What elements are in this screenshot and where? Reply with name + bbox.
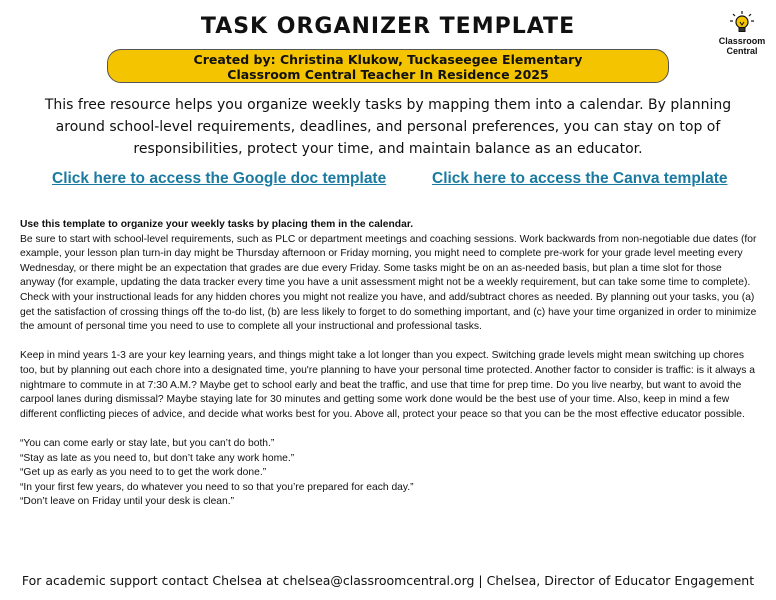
google-doc-template-link[interactable]: Click here to access the Google doc template — [52, 170, 387, 187]
page-title: TASK ORGANIZER TEMPLATE — [200, 14, 576, 39]
advice-quote: “You can come early or stay late, but you can’t do both.” — [20, 437, 275, 449]
instructions-paragraph-1: Be sure to start with school-level requirements, such as PLC or department meetings and coaching sessions. Work backwards from non-negotiable due dates (for example, your lesson plan turn-in day might be Thursday afternoon or Friday morning, you might need to complete pre-work for your grade level meeting every Wednesday, or there might be an expectation that grades are due every Friday. Some tasks might be on an as-needed basis, but plan a time slot for those anyway (for example, updating the data tracker every time you have a unit assessment might not be a weekly requirement, but can take some time to complete). Check with your instructional leads for any hidden chores you might not realize you have, and add/subtract chores as needed. By planning out your tasks, you (a) get the satisfaction of crossing things off the to-do list, (b) are less likely to forget to do something important, and (c) have your time organized in order to minimize the amount of personal time you need to use to complete all your instructional and professional tasks. — [20, 233, 757, 333]
footer-contact: For academic support contact Chelsea at chelsea@classroomcentral.org | Chelsea, Director of Educator Engagement — [21, 573, 755, 588]
banner-line-residence: Classroom Central Teacher In Residence 2025 — [227, 67, 549, 82]
advice-quote: “In your first few years, do whatever you need to so that you’re prepared for each day.” — [20, 481, 414, 493]
intro-text: This free resource helps you organize weekly tasks by mapping them into a calendar. By planning around school-level requirements, deadlines, and personal preferences, you can stay on top of responsibilities, protect your time, and maintain balance as an educator. — [44, 97, 732, 157]
instructions-paragraph-2: Keep in mind years 1-3 are your key learning years, and things might take a lot longer than you expect. Switching grade levels might mean switching up chores too, but by planning out each chore into a designated time, you're planning to have your personal time protected. Another factor to consider is traffic: is it always a nightmare to commute in at 7:30 A.M.? Maybe get to school early and beat the traffic, and use that time for prep time. Do you live nearby, but want to avoid the carpool lanes during dismissal? Maybe staying late for 30 minutes and getting some work done would be the best use of your time. Also, keep in mind a few different conflicting pieces of advice, and decide what works best for you. Above all, protect your peace so that you can be the most effective educator possible. — [20, 350, 756, 420]
instructions-lead: Use this template to organize your weekly tasks by placing them in the calendar. — [20, 219, 414, 230]
canva-template-link[interactable]: Click here to access the Canva template — [432, 170, 728, 187]
lightbulb-icon — [729, 10, 755, 36]
banner-line-author: Created by: Christina Klukow, Tuckaseegee Elementary — [193, 52, 583, 67]
classroom-central-logo — [712, 10, 772, 56]
logo-text-line1: Classroom — [718, 36, 766, 46]
advice-quote: “Stay as late as you need to, but don’t take any work home.” — [20, 452, 295, 464]
logo-text-line2: Central — [726, 46, 758, 56]
instructions-body — [20, 218, 758, 510]
advice-quote: “Don’t leave on Friday until your desk is clean.” — [20, 496, 235, 508]
credit-banner — [107, 49, 669, 83]
advice-quote: “Get up as early as you need to to get the work done.” — [20, 467, 267, 479]
